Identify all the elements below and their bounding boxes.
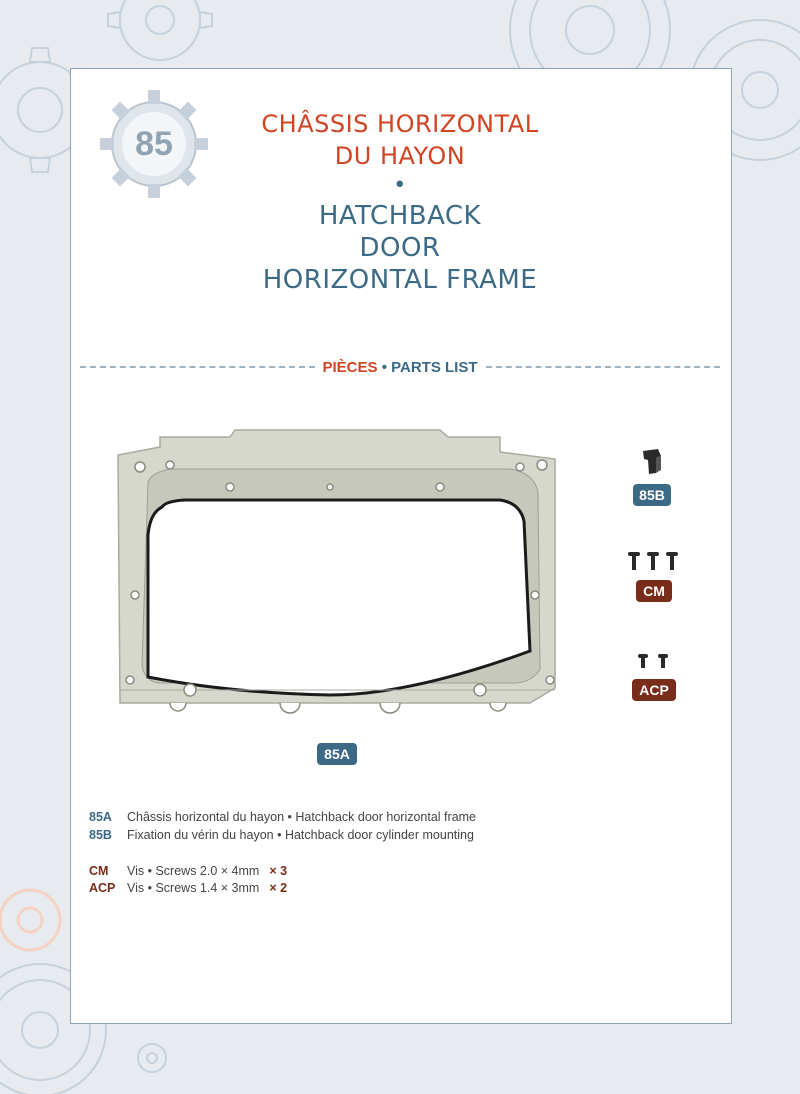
label-85a: 85A [317, 743, 357, 765]
gear-icon [108, 0, 212, 60]
mount-part-image [640, 448, 664, 476]
label-cm: CM [636, 580, 672, 602]
issue-badge [98, 88, 210, 200]
list-code: ACP [89, 881, 116, 895]
title-fr-line1: CHÂSSIS HORIZONTAL [261, 110, 539, 138]
list-code: 85B [89, 828, 112, 842]
screw-icon [636, 652, 676, 670]
list-item [89, 826, 474, 844]
label-85b: 85B [633, 484, 671, 506]
list-item [89, 862, 287, 880]
page-title [200, 108, 600, 296]
list-code: CM [89, 864, 109, 878]
issue-number: 85 [135, 124, 173, 163]
title-separator: • [393, 173, 407, 198]
list-item [89, 879, 287, 897]
list-item [89, 808, 476, 826]
parts-header-fr: PIÈCES [322, 358, 378, 376]
list-desc: Vis • Screws 2.0 × 4mm [127, 864, 260, 878]
title-fr-line2: DU HAYON [334, 142, 466, 170]
list-desc: Vis • Screws 1.4 × 3mm [127, 881, 260, 895]
parts-list-header [80, 356, 720, 378]
title-en-line2: DOOR [359, 233, 441, 263]
parts-header-sep: • [377, 358, 392, 376]
list-desc: Fixation du vérin du hayon • Hatchback door cylinder mounting [127, 828, 474, 842]
title-en-line1: HATCHBACK [318, 201, 482, 231]
divider [80, 366, 315, 368]
gear-icon [0, 890, 60, 950]
screw-icon [624, 550, 684, 572]
frame-part-image [110, 425, 570, 725]
label-acp: ACP [632, 679, 676, 701]
list-qty: × 3 [269, 864, 288, 878]
divider [486, 366, 721, 368]
parts-header-en: PARTS LIST [391, 358, 478, 376]
list-desc: Châssis horizontal du hayon • Hatchback door horizontal frame [127, 810, 477, 824]
title-en-line3: HORIZONTAL FRAME [262, 265, 538, 295]
gear-icon-small [138, 1044, 166, 1072]
list-qty: × 2 [269, 881, 288, 895]
list-code: 85A [89, 810, 112, 824]
